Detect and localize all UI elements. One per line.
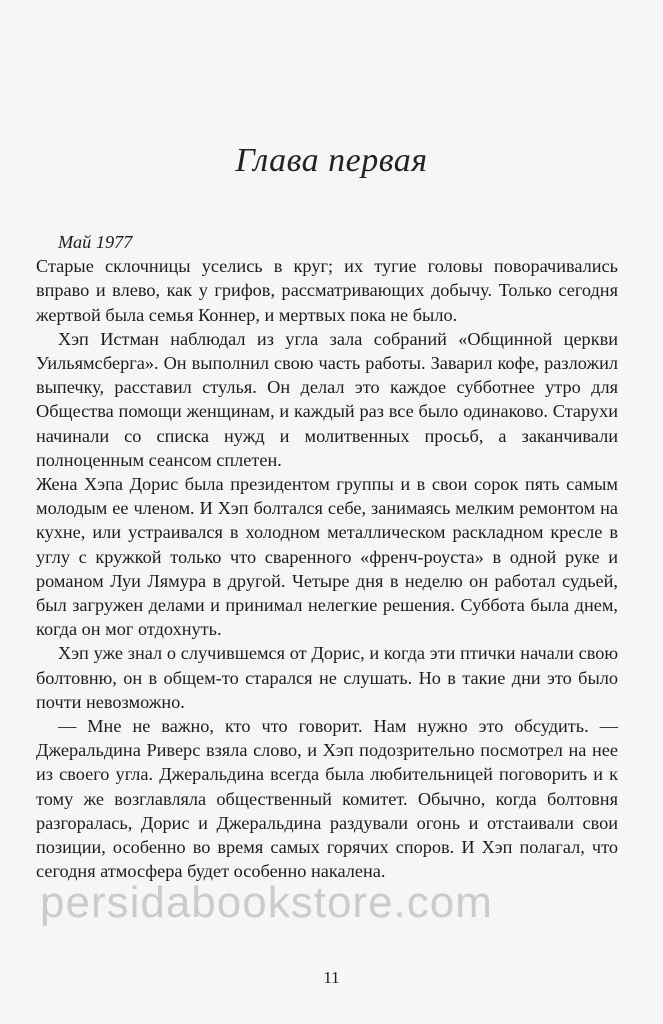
chapter-title: Глава первая — [235, 142, 428, 179]
date-heading: Май 1977 — [58, 232, 133, 252]
watermark: persidabookstore.com — [40, 878, 493, 927]
paragraph-2: Хэп Истман наблюдал из угла зала собраний «Общинной церкви Уильямсберга». Он выполнил свою часть работы. Заварил кофе, разложил выпечку, расставил стулья. Он делал это каждое субботнее утро для Общества помощи женщинам, и каждый раз все было одинаково. Старухи начинали со списка нужд и молитвенных просьб, а заканчивали полноценным сеансом сплетен. — [36, 328, 618, 470]
page-number: 11 — [323, 968, 340, 987]
paragraph-5: — Мне не важно, кто что говорит. Нам нужно это обсудить. — Джеральдина Риверс взяла слово, и Хэп подозрительно посмотрел на нее из своего угла. Джеральдина всегда была любительницей поговорить и к тому же возглавляла общественный комитет. Обычно, когда болтовня разгоралась, Дорис и Джеральдина раздували огонь и отстаивали свои позиции, особенно во время самых горячих споров. И Хэп полагал, что сегодня атмосфера будет особенно накалена. — [36, 716, 618, 882]
paragraph-4: Хэп уже знал о случившемся от Дорис, и когда эти птички начали свою болтовню, он в общем-то старался не слушать. Но в такие дни это было почти невозможно. — [36, 643, 618, 712]
paragraph-3: Жена Хэпа Дорис была президентом группы и в свои сорок пять самым молодым ее членом. И Хэп болтался себе, занимаясь мелким ремонтом на кухне, или устраивался в холодном металлическом раскладном кресле в углу с кружкой только что сваренного «френч-роуста» в одной руке и романом Луи Лямура в другой. Четыре дня в неделю он работал судьей, был загружен делами и принимал нелегкие решения. Суббота была днем, когда он мог отдохнуть. — [36, 474, 618, 640]
body-text — [36, 230, 618, 883]
paragraph-1: Старые склочницы уселись в круг; их тугие головы поворачивались вправо и влево, как у грифов, рассматривающих добычу. Только сегодня жертвой была семья Коннер, и мертвых пока не было. — [36, 256, 618, 325]
